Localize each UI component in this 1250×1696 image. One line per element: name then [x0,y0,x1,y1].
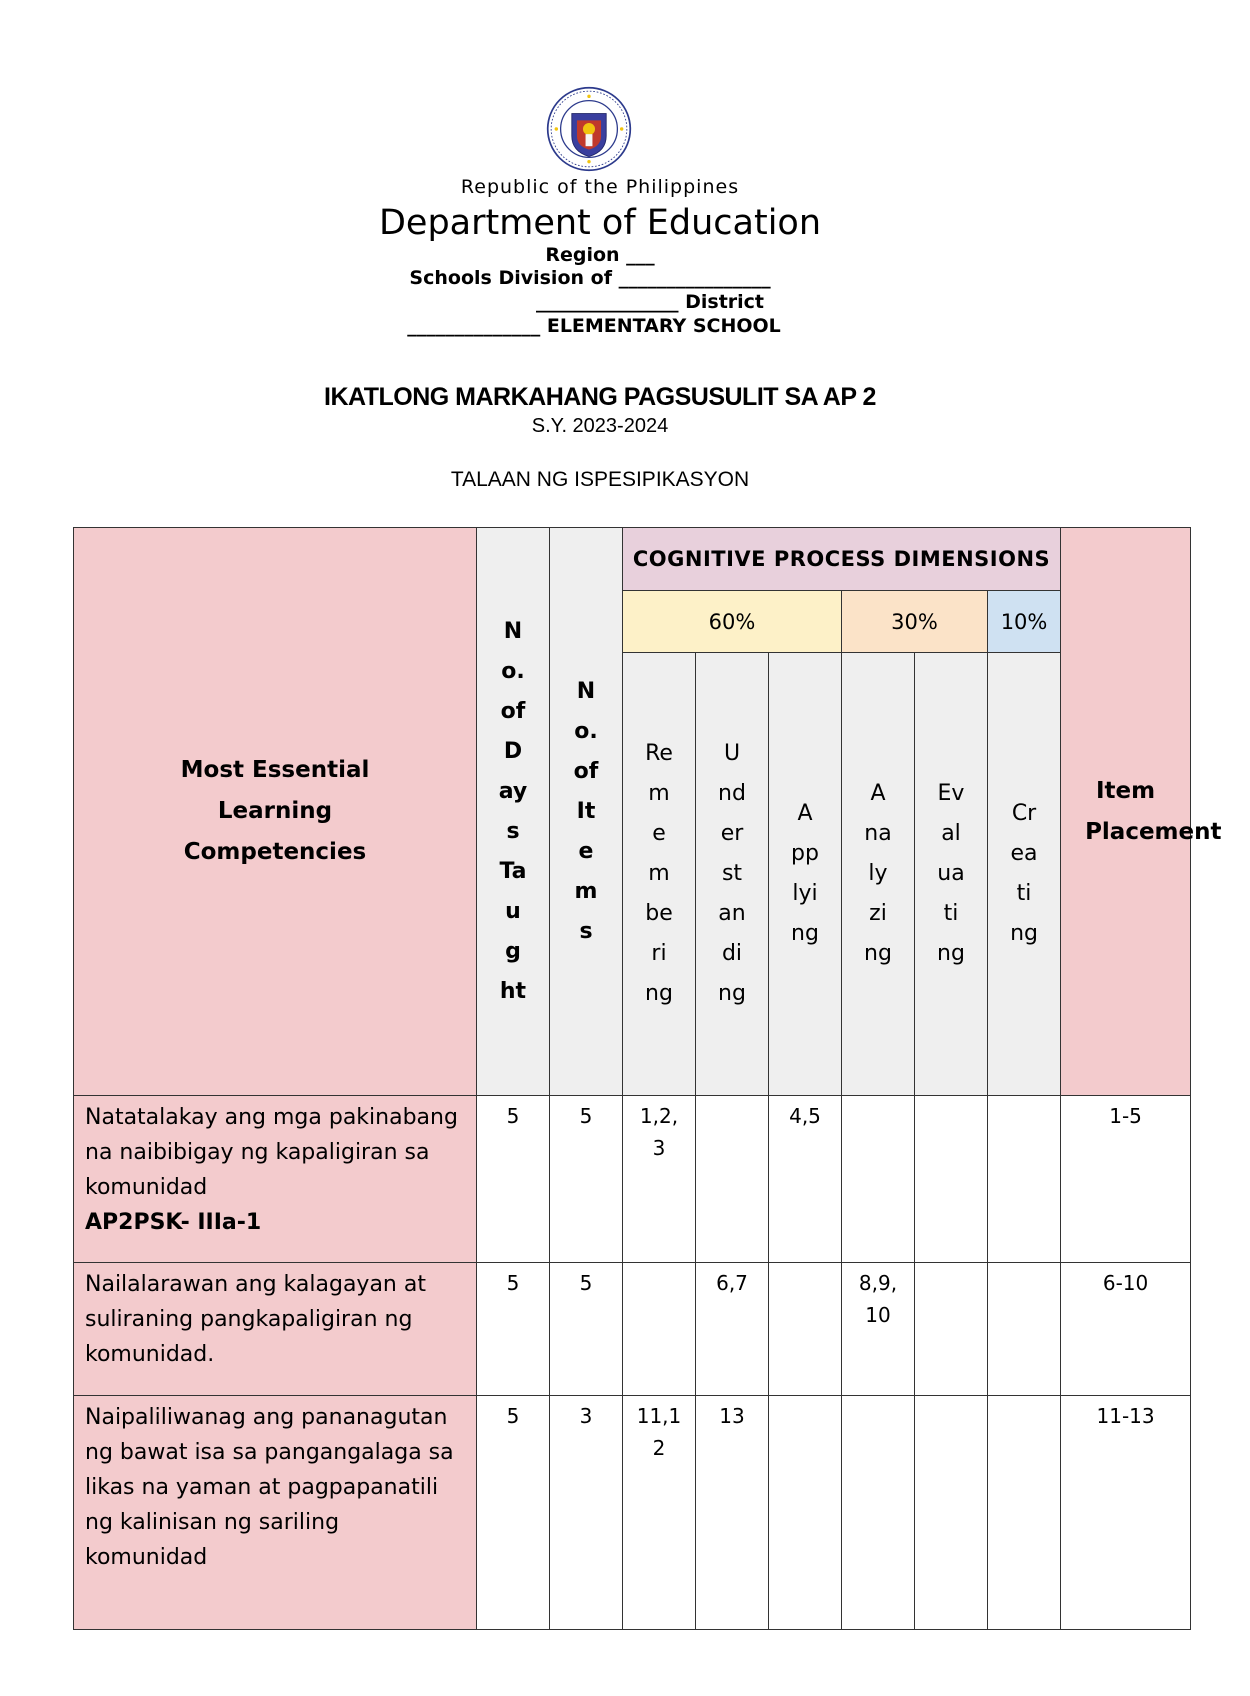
items-cell: 5 [550,1096,623,1263]
division-line: Schools Division of ________________ [409,267,771,289]
remembering-cell [623,1263,696,1396]
remembering-value: 1,2,3 [639,1104,679,1160]
header-remembering [623,653,696,1096]
competency-text: Natatalakay ang mga pakinabang na naibibigay ng kapaligiran sa komunidad [85,1105,458,1200]
analyzing-value: 8,9,10 [858,1271,898,1327]
header-competencies [74,528,477,1096]
analyzing-cell [842,1096,915,1263]
header-days-label: No. of Days Taught [498,618,528,1004]
evaluating-cell [915,1096,988,1263]
competency-code: AP2PSK- IIIa-1 [85,1210,262,1235]
header-analyzing-label: Analyzing [864,781,892,966]
competency-cell [74,1263,477,1396]
header-cognitive: COGNITIVE PROCESS DIMENSIONS [623,528,1061,591]
competency-text: Naipaliliwanag ang pananagutan ng bawat isa sa pangangalaga sa likas na yaman at pagpapanatili ng kalinisan ng sariling komunidad [85,1405,454,1570]
creating-cell [988,1096,1061,1263]
school-line: ______________ ELEMENTARY SCHOOL [407,315,781,337]
document-subtitle: TALAAN NG ISPESIPIKASYON [450,468,750,491]
header-items [550,528,623,1096]
header-analyzing [842,653,915,1096]
evaluating-cell [915,1263,988,1396]
applying-cell [769,1263,842,1396]
header-pct-lower: 60% [623,591,842,653]
applying-cell: 4,5 [769,1096,842,1263]
creating-cell [988,1263,1061,1396]
district-line: _______________ District [535,291,765,313]
specification-table [73,527,1222,1630]
placement-cell: 6-10 [1061,1263,1191,1396]
understanding-cell [696,1096,769,1263]
items-cell: 5 [550,1263,623,1396]
table-row [74,1096,1191,1263]
exam-title: IKATLONG MARKAHANG PAGSUSULIT SA AP 2 [324,383,876,411]
header-pct-upper: 10% [988,591,1061,653]
deped-seal-icon [546,86,632,172]
header-creating-label: Creating [1010,801,1038,946]
header-pct-middle: 30% [842,591,988,653]
remembering-cell [623,1396,696,1630]
analyzing-cell [842,1396,915,1630]
applying-cell [769,1396,842,1630]
header-evaluating [915,653,988,1096]
understanding-cell: 13 [696,1396,769,1630]
republic-line: Republic of the Philippines [460,176,740,198]
header-applying [769,653,842,1096]
days-cell: 5 [477,1396,550,1630]
header-understanding [696,653,769,1096]
header-items-label: No. of Items [573,678,599,944]
header-days [477,528,550,1096]
header-understanding-label: Understanding [718,741,746,1006]
days-cell: 5 [477,1263,550,1396]
header-remembering-label: Remembering [645,741,673,1006]
header-applying-label: Applying [791,801,819,946]
placement-cell: 11-13 [1061,1396,1191,1630]
region-line: Region ___ [545,244,655,266]
remembering-cell [623,1096,696,1263]
days-cell: 5 [477,1096,550,1263]
header-competencies-label: Most Essential Learning Competencies [180,757,370,865]
items-cell: 3 [550,1396,623,1630]
understanding-cell: 6,7 [696,1263,769,1396]
header-evaluating-label: Evaluating [937,781,965,966]
placement-cell: 1-5 [1061,1096,1191,1263]
department-name: Department of Education [378,203,822,243]
table-row [74,1263,1191,1396]
school-year: S.Y. 2023-2024 [531,415,669,437]
remembering-value: 11,12 [636,1404,682,1460]
creating-cell [988,1396,1061,1630]
header-placement [1061,528,1222,1096]
competency-cell [74,1096,477,1263]
header-creating [988,653,1061,1096]
analyzing-cell [842,1263,915,1396]
competency-text: Nailalarawan ang kalagayan at suliraning pangkapaligiran ng komunidad. [85,1272,426,1367]
competency-cell [74,1396,477,1630]
table-row [74,1396,1191,1630]
header-placement-label: Item Placement [1085,777,1222,845]
evaluating-cell [915,1396,988,1630]
